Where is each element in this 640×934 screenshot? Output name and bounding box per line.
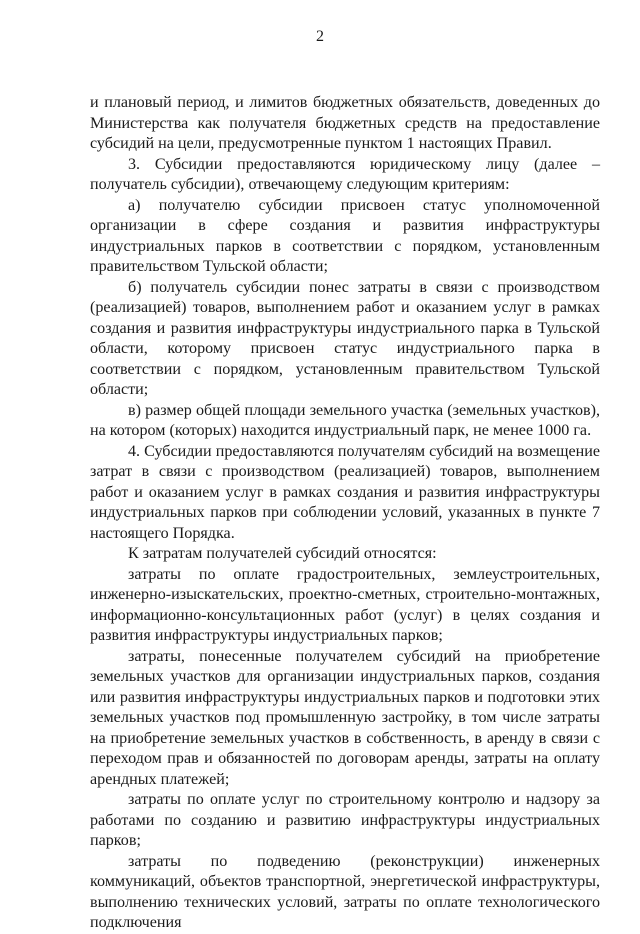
document-body bbox=[90, 93, 600, 934]
paragraph-cost-item-2: затраты, понесенные получателем субсидий на приобретение земельных участков для организации индустриальных парков, создания или развития инфраструктуры индустриальных парков и подготовки этих земельных участков под промышленную застройку, в том числе затраты на приобретение земельных участков в собственность, в аренду в связи с переходом прав и обязанностей по договорам аренды, затраты на оплату арендных платежей; bbox=[90, 647, 600, 788]
paragraph-cost-item-1: затраты по оплате градостроительных, землеустроительных, инженерно-изыскательских, проектно-сметных, строительно-монтажных, информационно-консультационных работ (услуг) в целях создания и развития инфраструктуры индустриальных парков; bbox=[90, 565, 600, 644]
paragraph-costs-intro: К затратам получателей субсидий относятся: bbox=[128, 545, 437, 562]
paragraph-criterion-b: б) получатель субсидии понес затраты в связи с производством (реализацией) товаров, выполнением работ и оказанием услуг в рамках создания и развития инфраструктуры индустриального парка в Тульской области, которому присвоен статус индустриального парка в соответствии с порядком, установленным правительством Тульской области; bbox=[90, 278, 600, 398]
paragraph-cost-item-3: затраты по оплате услуг по строительному контролю и надзору за работами по созданию и развитию инфраструктуры индустриальных парков; bbox=[90, 791, 600, 849]
paragraph-cost-item-4: затраты по подведению (реконструкции) инженерных коммуникаций, объектов транспортной, энергетической инфраструктуры, выполнению технических условий, затраты по оплате технологического подключения bbox=[90, 852, 600, 931]
paragraph-clause-4: 4. Субсидии предоставляются получателям субсидий на возмещение затрат в связи с производством (реализацией) товаров, выполнением работ и оказанием услуг в рамках создания и развития инфраструктуры индустриальных парков при соблюдении условий, указанных в пункте 7 настоящего Порядка. bbox=[90, 442, 600, 542]
paragraph-clause-3: 3. Субсидии предоставляются юридическому лицу (далее – получатель субсидии), отвечающему следующим критериям: bbox=[90, 155, 600, 193]
paragraph-continuation: и плановый период, и лимитов бюджетных обязательств, доведенных до Министерства как получателя бюджетных средств на предоставление субсидий на цели, предусмотренные пунктом 1 настоящих Правил. bbox=[90, 94, 600, 152]
paragraph-criterion-c: в) размер общей площади земельного участка (земельных участков), на котором (которых) находится индустриальный парк, не менее 1000 га. bbox=[90, 401, 600, 439]
page-number: 2 bbox=[316, 28, 324, 45]
paragraph-criterion-a: а) получателю субсидии присвоен статус уполномоченной организации в сфере создания и развития инфраструктуры индустриальных парков в соответствии с порядком, установленным правительством Тульской области; bbox=[90, 196, 600, 275]
